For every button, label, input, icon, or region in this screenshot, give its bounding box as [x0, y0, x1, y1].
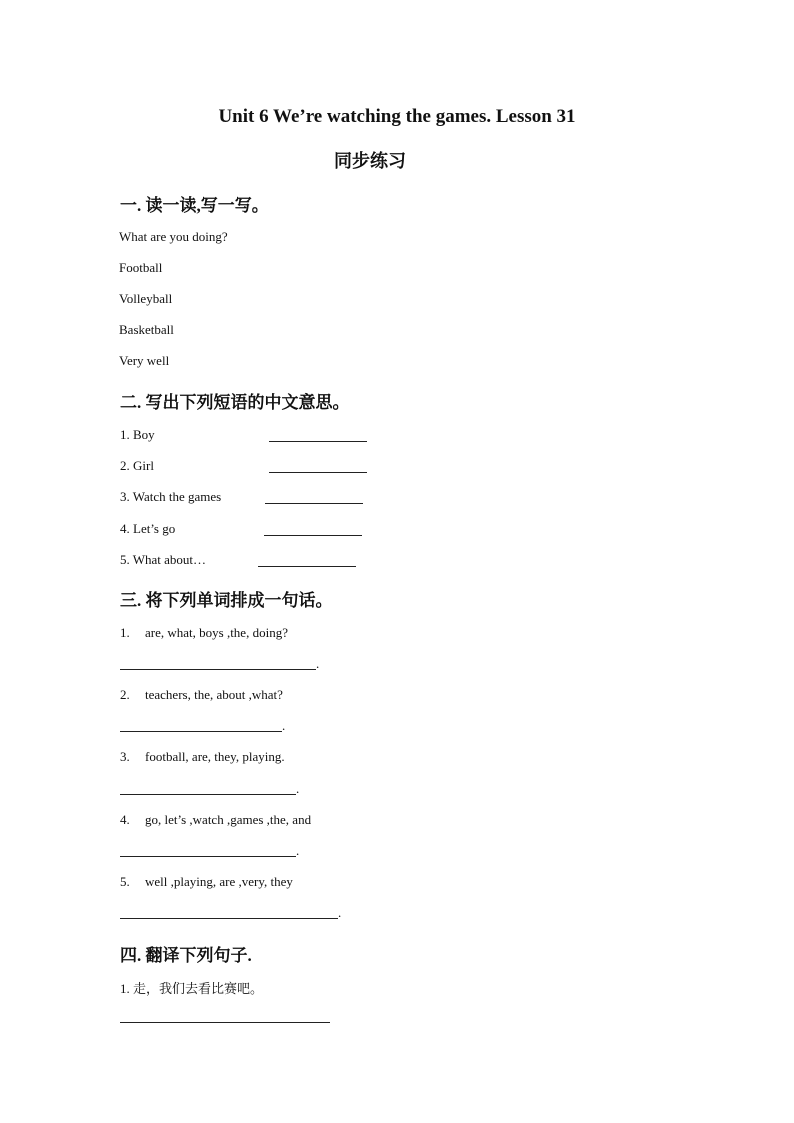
item-number: 5. — [120, 874, 130, 889]
scrambled-words: well ,playing, are ,very, they — [145, 874, 293, 889]
section1-heading: 一. 读一读,写一写。 — [120, 196, 269, 215]
item-number: 2. — [120, 687, 130, 702]
phrase-item: 3. Watch the games — [120, 489, 222, 504]
item-number: 1. — [120, 625, 130, 640]
list-item: Football — [119, 260, 163, 275]
answer-blank[interactable] — [120, 731, 282, 732]
answer-blank[interactable] — [120, 1022, 330, 1023]
answer-blank[interactable] — [258, 566, 356, 567]
line-period: . — [316, 656, 320, 671]
page-subtitle: 同步练习 — [334, 151, 406, 171]
section2-heading: 二. 写出下列短语的中文意思。 — [120, 393, 350, 412]
list-item: Basketball — [119, 322, 174, 337]
section3-heading: 三. 将下列单词排成一句话。 — [120, 591, 333, 610]
page-title: Unit 6 We’re watching the games. Lesson 31 — [218, 106, 576, 127]
phrase-item: 2. Girl — [120, 458, 154, 473]
section4-heading: 四. 翻译下列句子. — [120, 946, 252, 965]
item-number: 4. — [120, 812, 130, 827]
scrambled-words: football, are, they, playing. — [145, 749, 285, 764]
list-item: Very well — [119, 353, 170, 368]
scrambled-words: go, let’s ,watch ,games ,the, and — [145, 812, 312, 827]
answer-blank[interactable] — [269, 472, 367, 473]
answer-blank[interactable] — [265, 503, 363, 504]
line-period: . — [282, 718, 286, 733]
list-item: Volleyball — [119, 291, 173, 306]
line-period: . — [296, 843, 300, 858]
line-period: . — [338, 905, 342, 920]
answer-blank[interactable] — [120, 794, 296, 795]
answer-blank[interactable] — [120, 669, 316, 670]
answer-blank[interactable] — [269, 441, 367, 442]
answer-blank[interactable] — [120, 856, 296, 857]
list-item: What are you doing? — [119, 229, 228, 244]
translation-item: 1. 走，我们去看比赛吧。 — [120, 981, 264, 996]
line-period: . — [296, 781, 300, 796]
answer-blank[interactable] — [264, 535, 362, 536]
answer-blank[interactable] — [120, 918, 338, 919]
phrase-item: 1. Boy — [120, 427, 155, 442]
scrambled-words: teachers, the, about ,what? — [145, 687, 283, 702]
item-number: 3. — [120, 749, 130, 764]
scrambled-words: are, what, boys ,the, doing? — [145, 625, 288, 640]
phrase-item: 5. What about… — [120, 552, 207, 567]
phrase-item: 4. Let’s go — [120, 521, 176, 536]
